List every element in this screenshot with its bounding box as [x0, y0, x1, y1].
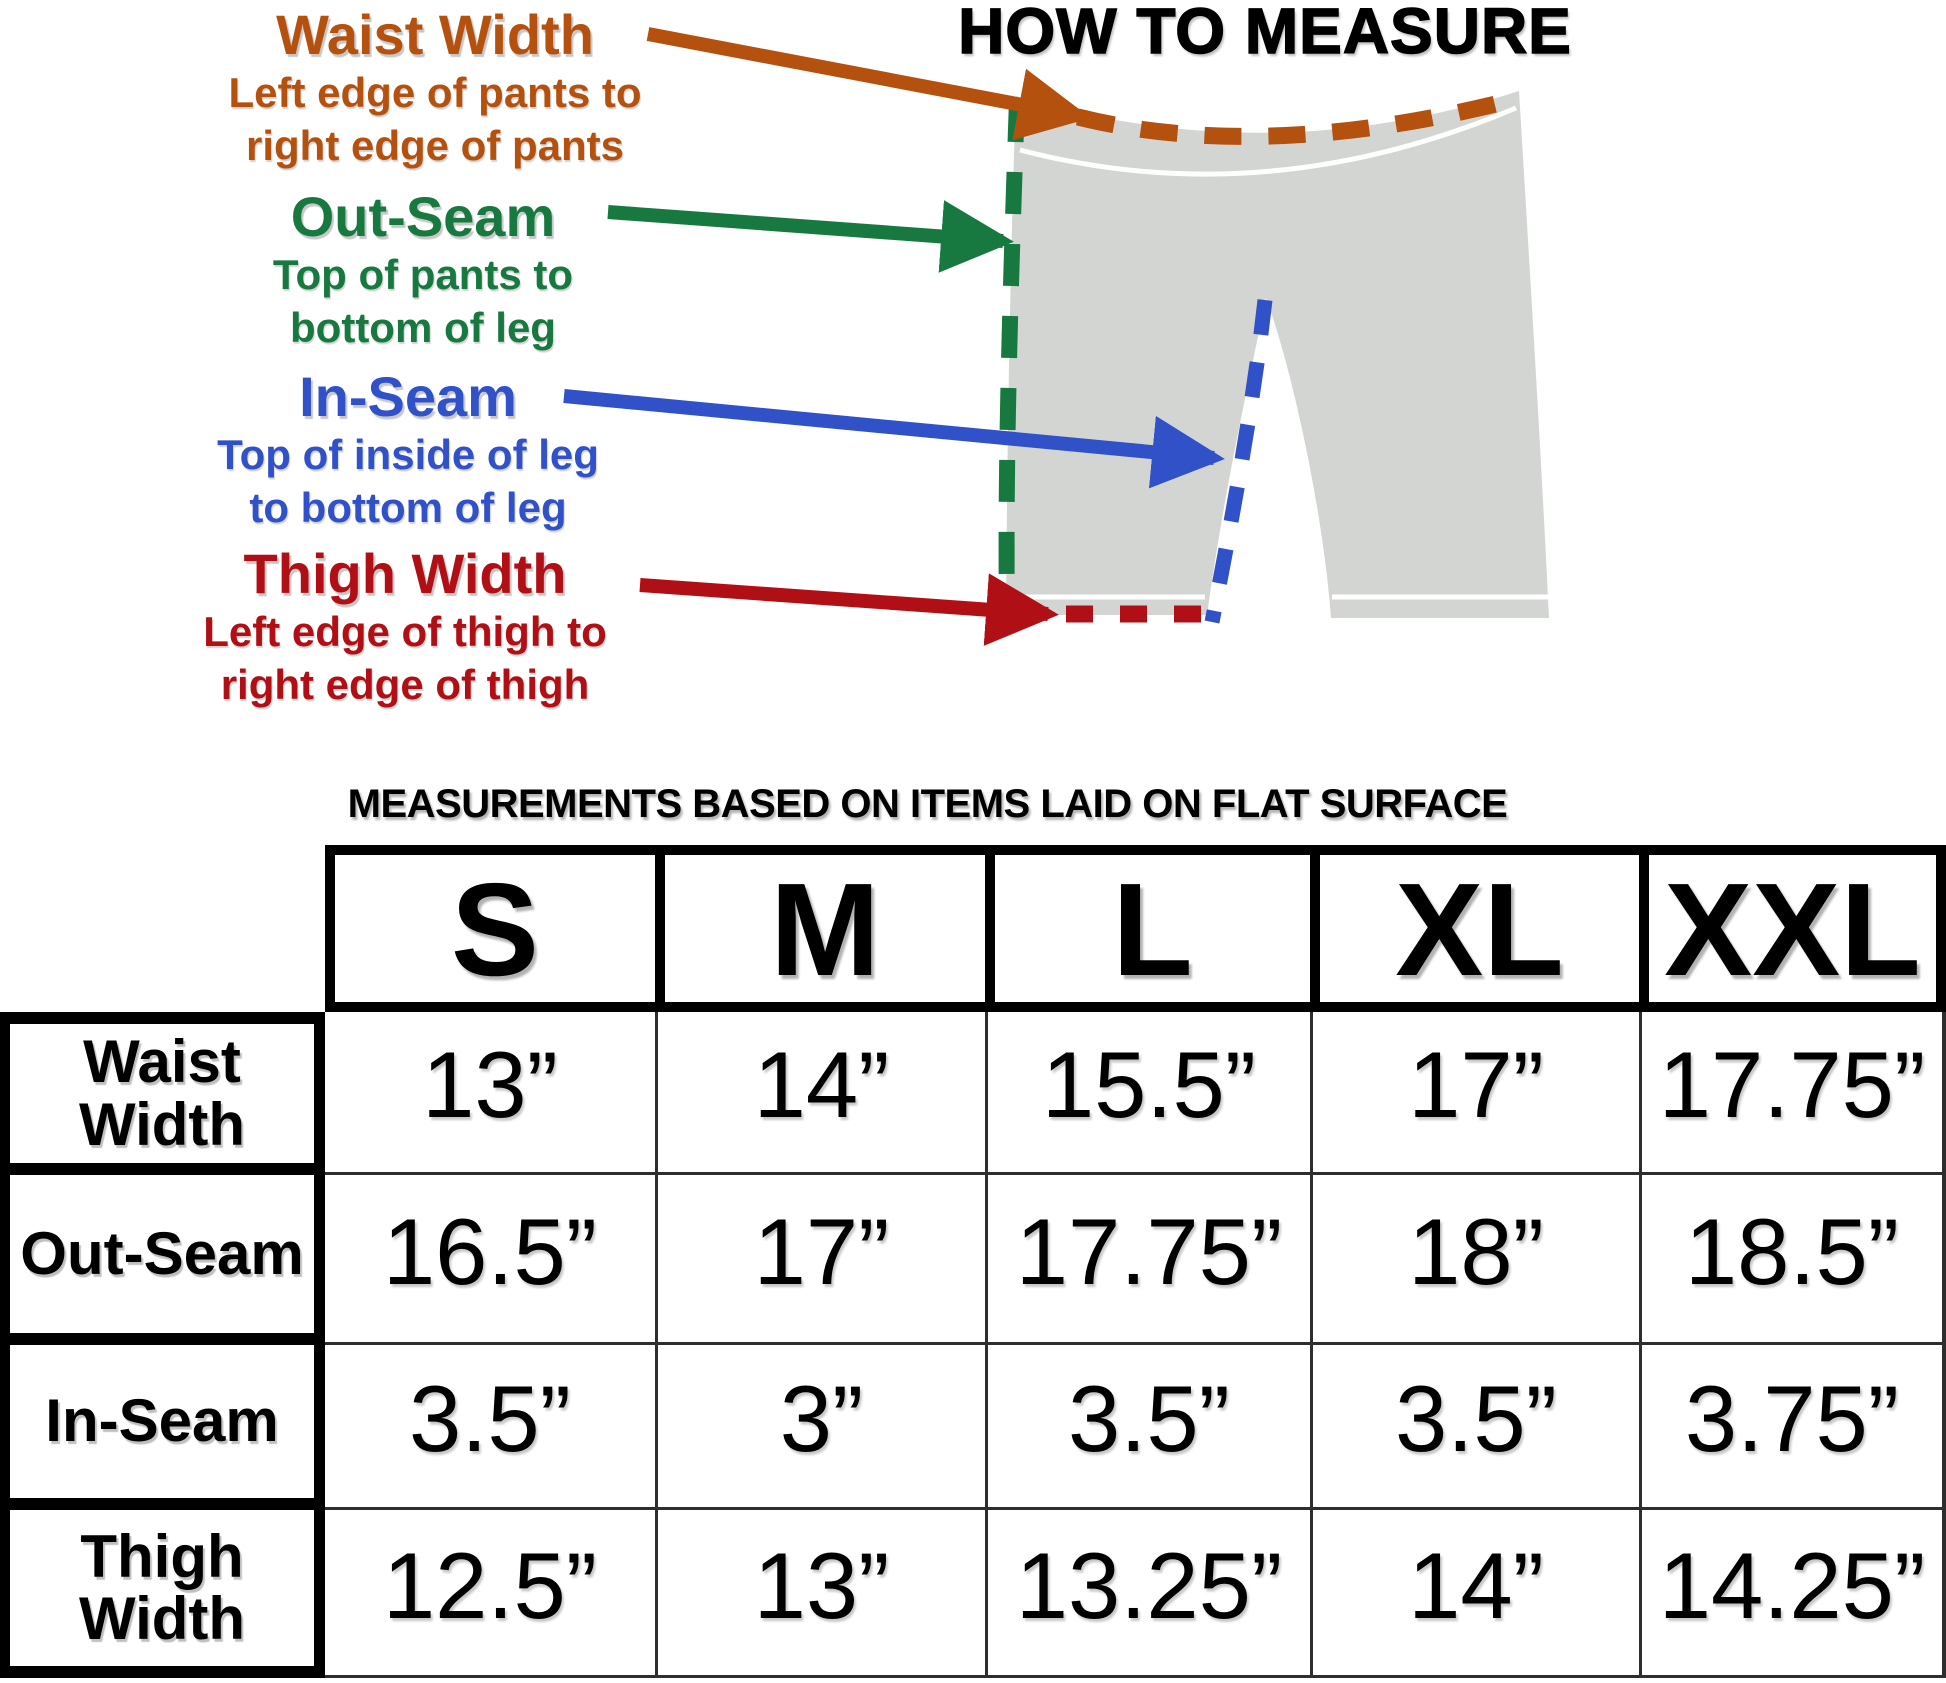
legend-thigh-width-desc-line2: right edge of thigh [220, 661, 590, 708]
legend-thigh-width-desc-line1: Left edge of thigh to [203, 608, 607, 655]
measurement-value-inseam-xl: 3.5” [1310, 1345, 1639, 1510]
measurement-value-waist-s: 13” [325, 1012, 655, 1175]
legend-waist-width-desc-line1: Left edge of pants to [228, 69, 642, 116]
legend-in-seam-desc-line2: to bottom of leg [249, 484, 567, 531]
measurement-value-outseam-l: 17.75” [985, 1175, 1310, 1345]
row-label-line: Width [78, 1090, 246, 1158]
legend-thigh-width [105, 543, 705, 711]
legend-out-seam-heading: Out-Seam [290, 185, 556, 248]
measurement-value-thigh-s: 12.5” [325, 1510, 655, 1678]
legend-in-seam [108, 366, 708, 534]
row-label-line: Thigh [80, 1522, 244, 1590]
legend-thigh-width-heading: Thigh Width [243, 542, 567, 605]
measurement-value-outseam-xxl: 18.5” [1639, 1175, 1946, 1345]
size-column-header-xl: XL [1310, 845, 1639, 1012]
table-caption: MEASUREMENTS BASED ON ITEMS LAID ON FLAT SURFACE [347, 782, 1508, 826]
row-label-out-seam [0, 1175, 325, 1345]
row-label-in-seam [0, 1345, 325, 1510]
legend-in-seam-heading: In-Seam [299, 365, 517, 428]
measurement-value-waist-l: 15.5” [985, 1012, 1310, 1175]
size-column-header-l: L [985, 845, 1310, 1012]
measurement-value-inseam-l: 3.5” [985, 1345, 1310, 1510]
legend-waist-width-desc-line2: right edge of pants [246, 122, 624, 169]
measurement-value-outseam-m: 17” [655, 1175, 985, 1345]
how-to-measure-diagram [0, 0, 1946, 775]
measurement-value-waist-xxl: 17.75” [1639, 1012, 1946, 1175]
measurement-value-inseam-m: 3” [655, 1345, 985, 1510]
measurement-value-thigh-m: 13” [655, 1510, 985, 1678]
measurement-value-outseam-s: 16.5” [325, 1175, 655, 1345]
legend-out-seam [123, 186, 723, 354]
legend-out-seam-desc-line2: bottom of leg [290, 304, 556, 351]
size-column-header-m: M [655, 845, 985, 1012]
size-column-header-s: S [325, 845, 655, 1012]
measurement-value-thigh-xxl: 14.25” [1639, 1510, 1946, 1678]
row-label-line: Out-Seam [20, 1219, 304, 1287]
legend-in-seam-desc-line1: Top of inside of leg [217, 431, 599, 478]
size-column-header-xxl: XXL [1639, 845, 1946, 1012]
row-label-line: In-Seam [45, 1387, 279, 1455]
legend-waist-width [135, 4, 735, 172]
measurement-value-waist-m: 14” [655, 1012, 985, 1175]
row-label-line: Waist [83, 1028, 241, 1096]
page-title: HOW TO MEASURE [958, 0, 1572, 67]
measurement-value-inseam-xxl: 3.75” [1639, 1345, 1946, 1510]
size-measurement-table [0, 845, 1946, 1678]
legend-waist-width-heading: Waist Width [276, 3, 594, 66]
row-label-thigh-width [0, 1510, 325, 1678]
row-label-line: Width [78, 1585, 246, 1652]
measurement-value-thigh-l: 13.25” [985, 1510, 1310, 1678]
legend-out-seam-desc-line1: Top of pants to [272, 251, 574, 298]
measurement-value-thigh-xl: 14” [1310, 1510, 1639, 1678]
row-label-waist-width [0, 1012, 325, 1175]
measurement-value-waist-xl: 17” [1310, 1012, 1639, 1175]
measurement-value-outseam-xl: 18” [1310, 1175, 1639, 1345]
table-corner-cell [0, 845, 325, 1012]
measurement-value-inseam-s: 3.5” [325, 1345, 655, 1510]
